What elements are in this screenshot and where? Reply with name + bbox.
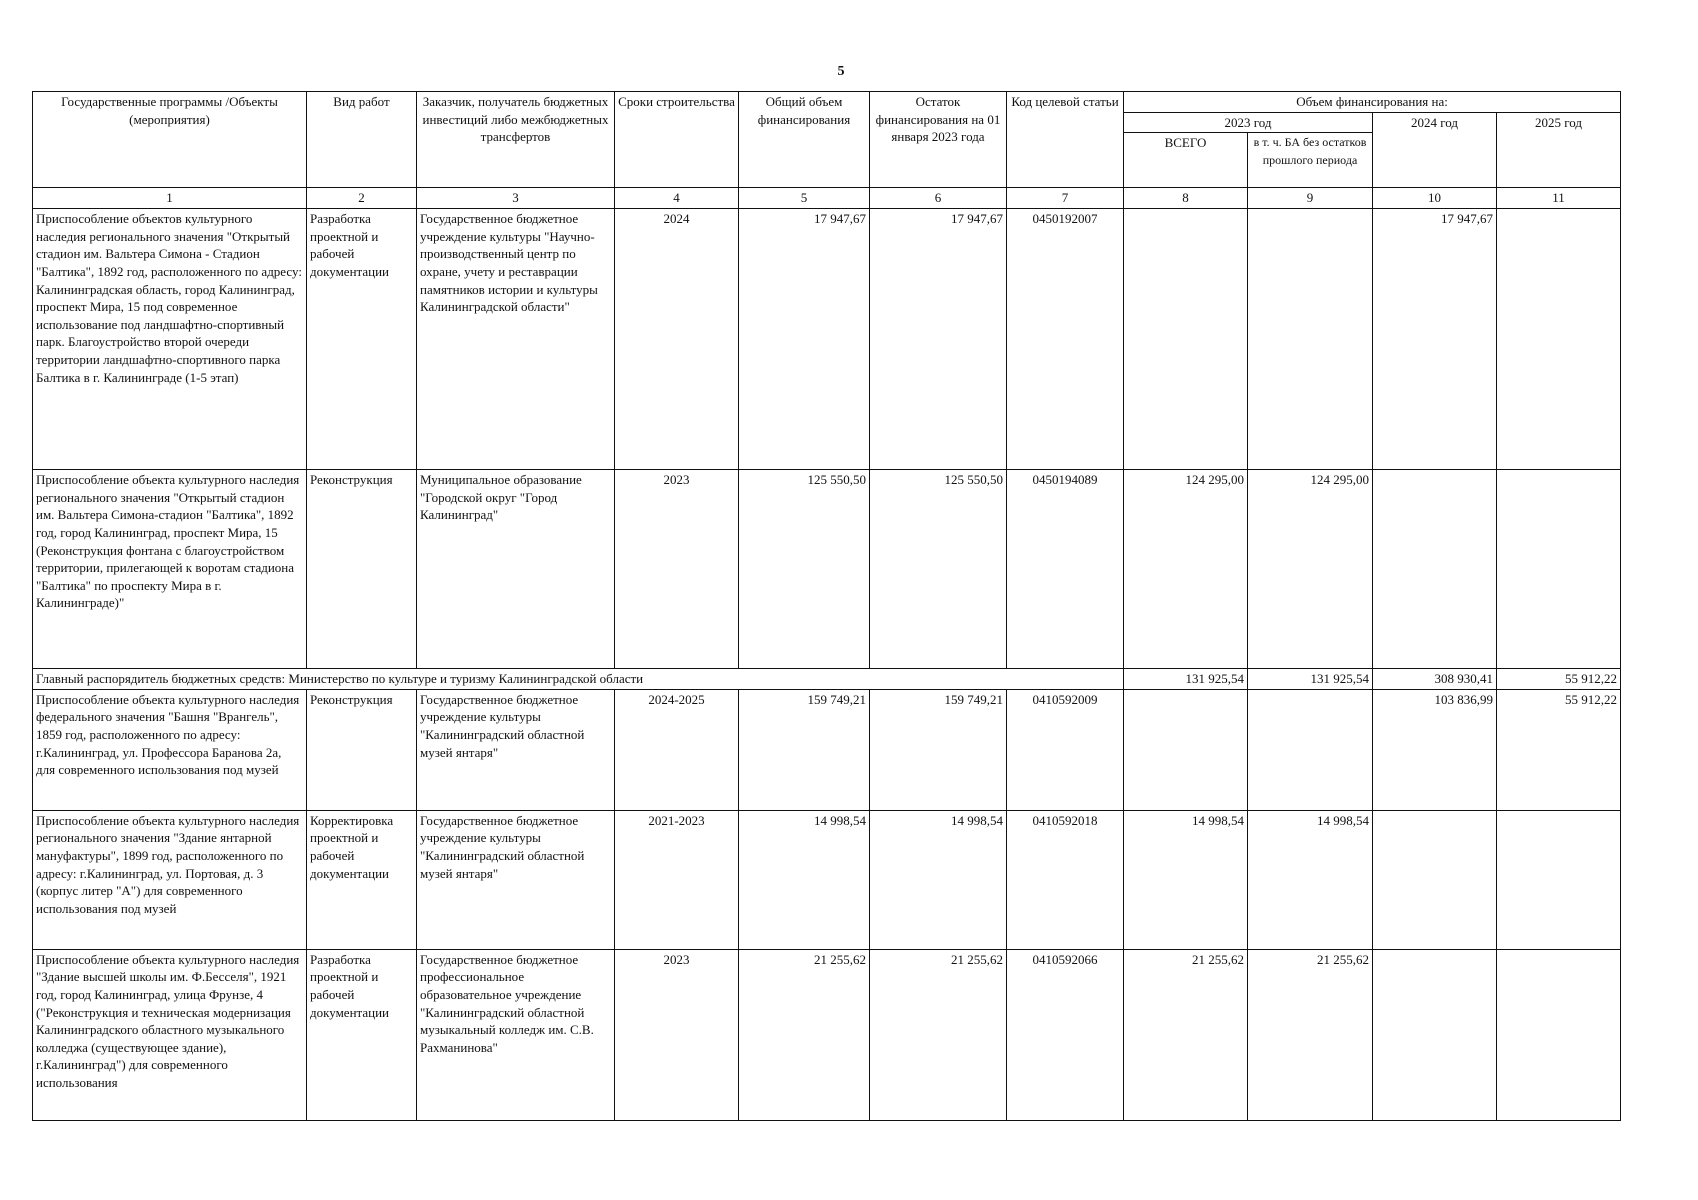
cell-work-type: Реконструкция [307,689,417,810]
column-number: 5 [739,188,870,209]
cell-2023-ba [1248,209,1373,470]
column-numbers-row [33,188,1621,209]
cell-2023-total [1124,209,1248,470]
cell-work-type: Разработка проектной и рабочей документации [307,209,417,470]
cell-2024: 17 947,67 [1373,209,1497,470]
cell-customer: Государственное бюджетное учреждение культуры "Научно-производственный центр по охране, учету и реставрации памятников истории и культуры Калининградской области" [417,209,615,470]
distributor-2024: 308 930,41 [1373,669,1497,690]
cell-code: 0450194089 [1007,470,1124,669]
header-work-type: Вид работ [307,92,417,188]
cell-total-funding: 159 749,21 [739,689,870,810]
table-row [33,209,1621,470]
column-number: 7 [1007,188,1124,209]
cell-2023-total [1124,689,1248,810]
cell-total-funding: 14 998,54 [739,810,870,949]
table-row [33,810,1621,949]
cell-customer: Государственное бюджетное профессиональное образовательное учреждение "Калининградский областной музыкальный колледж им. С.В. Рахманинова" [417,949,615,1120]
cell-terms: 2023 [615,949,739,1120]
cell-2025 [1497,949,1621,1120]
cell-2024 [1373,949,1497,1120]
cell-work-type: Разработка проектной и рабочей документации [307,949,417,1120]
cell-code: 0410592018 [1007,810,1124,949]
cell-remaining: 159 749,21 [870,689,1007,810]
header-incl-ba: в т. ч. БА без остатков прошлого периода [1248,133,1373,188]
distributor-label: Главный распорядитель бюджетных средств: Министерство по культуре и туризму Калининградской области [33,669,1124,690]
cell-object: Приспособление объектов культурного наследия регионального значения "Открытый стадион им. Вальтера Симона - Стадион "Балтика", 1892 год, расположенного по адресу: Калининградская область, город Калининград, проспект Мира, 15 под современное использование под ландшафтно-спортивный парк. Благоустройство второй очереди территории ландшафтно-спортивного парка Балтика в г. Калининграде (1-5 этап) [33,209,307,470]
column-number: 8 [1124,188,1248,209]
cell-terms: 2024-2025 [615,689,739,810]
cell-2023-ba [1248,689,1373,810]
header-code: Код целевой статьи [1007,92,1124,188]
cell-work-type: Корректировка проектной и рабочей документации [307,810,417,949]
cell-2023-ba: 14 998,54 [1248,810,1373,949]
cell-2025 [1497,209,1621,470]
distributor-2025: 55 912,22 [1497,669,1621,690]
column-number: 9 [1248,188,1373,209]
cell-code: 0410592009 [1007,689,1124,810]
cell-2025 [1497,810,1621,949]
cell-remaining: 125 550,50 [870,470,1007,669]
header-total-funding: Общий объем финансирования [739,92,870,188]
cell-code: 0410592066 [1007,949,1124,1120]
cell-total-funding: 21 255,62 [739,949,870,1120]
column-number: 2 [307,188,417,209]
column-number: 3 [417,188,615,209]
distributor-2023-total: 131 925,54 [1124,669,1248,690]
cell-remaining: 14 998,54 [870,810,1007,949]
header-year-2025: 2025 год [1497,112,1621,188]
cell-2023-ba: 124 295,00 [1248,470,1373,669]
cell-2023-total: 14 998,54 [1124,810,1248,949]
cell-2025: 55 912,22 [1497,689,1621,810]
header-customer: Заказчик, получатель бюджетных инвестиций либо межбюджетных трансфертов [417,92,615,188]
cell-2025 [1497,470,1621,669]
cell-2024 [1373,470,1497,669]
table-row [33,470,1621,669]
table-header [33,92,1621,209]
cell-object: Приспособление объекта культурного наследия федерального значения "Башня "Врангель", 1859 год, расположенного по адресу: г.Калининград, ул. Профессора Баранова 2а, для современного использования под музей [33,689,307,810]
header-funding-group: Объем финансирования на: [1124,92,1621,113]
column-number: 6 [870,188,1007,209]
table-row [33,949,1621,1120]
cell-2024 [1373,810,1497,949]
cell-remaining: 17 947,67 [870,209,1007,470]
column-number: 1 [33,188,307,209]
column-number: 4 [615,188,739,209]
cell-code: 0450192007 [1007,209,1124,470]
header-total: ВСЕГО [1124,133,1248,188]
cell-remaining: 21 255,62 [870,949,1007,1120]
cell-terms: 2023 [615,470,739,669]
cell-object: Приспособление объекта культурного наследия регионального значения "Открытый стадион им. Вальтера Симона-стадион "Балтика", 1892 год, город Калининград, проспект Мира, 15 (Реконструкция фонтана с благоустройством территории, прилегающей к воротам стадиона "Балтика" по проспекту Мира в г. Калининграде)" [33,470,307,669]
column-number: 11 [1497,188,1621,209]
cell-terms: 2021-2023 [615,810,739,949]
table-row [33,689,1621,810]
column-number: 10 [1373,188,1497,209]
cell-total-funding: 17 947,67 [739,209,870,470]
header-year-2024: 2024 год [1373,112,1497,188]
cell-customer: Муниципальное образование "Городской округ "Город Калининград" [417,470,615,669]
cell-work-type: Реконструкция [307,470,417,669]
header-year-2023: 2023 год [1124,112,1373,133]
header-remaining: Остаток финансирования на 01 января 2023 года [870,92,1007,188]
distributor-row [33,669,1621,690]
distributor-2023-ba: 131 925,54 [1248,669,1373,690]
cell-object: Приспособление объекта культурного наследия регионального значения "Здание янтарной мануфактуры", 1899 год, расположенного по адресу: г.Калининград, ул. Портовая, д. 3 (корпус литер "А") для современного использования под музей [33,810,307,949]
cell-object: Приспособление объекта культурного наследия "Здание высшей школы им. Ф.Бесселя", 1921 год, город Калининград, улица Фрунзе, 4 ("Реконструкция и техническая модернизация Калининградского областного музыкального колледжа (существующее здание), г.Калининград") для современного использования [33,949,307,1120]
cell-total-funding: 125 550,50 [739,470,870,669]
page-number: 5 [837,64,845,79]
cell-2023-total: 21 255,62 [1124,949,1248,1120]
cell-terms: 2024 [615,209,739,470]
cell-customer: Государственное бюджетное учреждение культуры "Калининградский областной музей янтаря" [417,810,615,949]
header-programs: Государственные программы /Объекты (мероприятия) [33,92,307,188]
cell-customer: Государственное бюджетное учреждение культуры "Калининградский областной музей янтаря" [417,689,615,810]
cell-2024: 103 836,99 [1373,689,1497,810]
cell-2023-total: 124 295,00 [1124,470,1248,669]
budget-table [32,91,1621,1121]
header-terms: Сроки строительства [615,92,739,188]
cell-2023-ba: 21 255,62 [1248,949,1373,1120]
